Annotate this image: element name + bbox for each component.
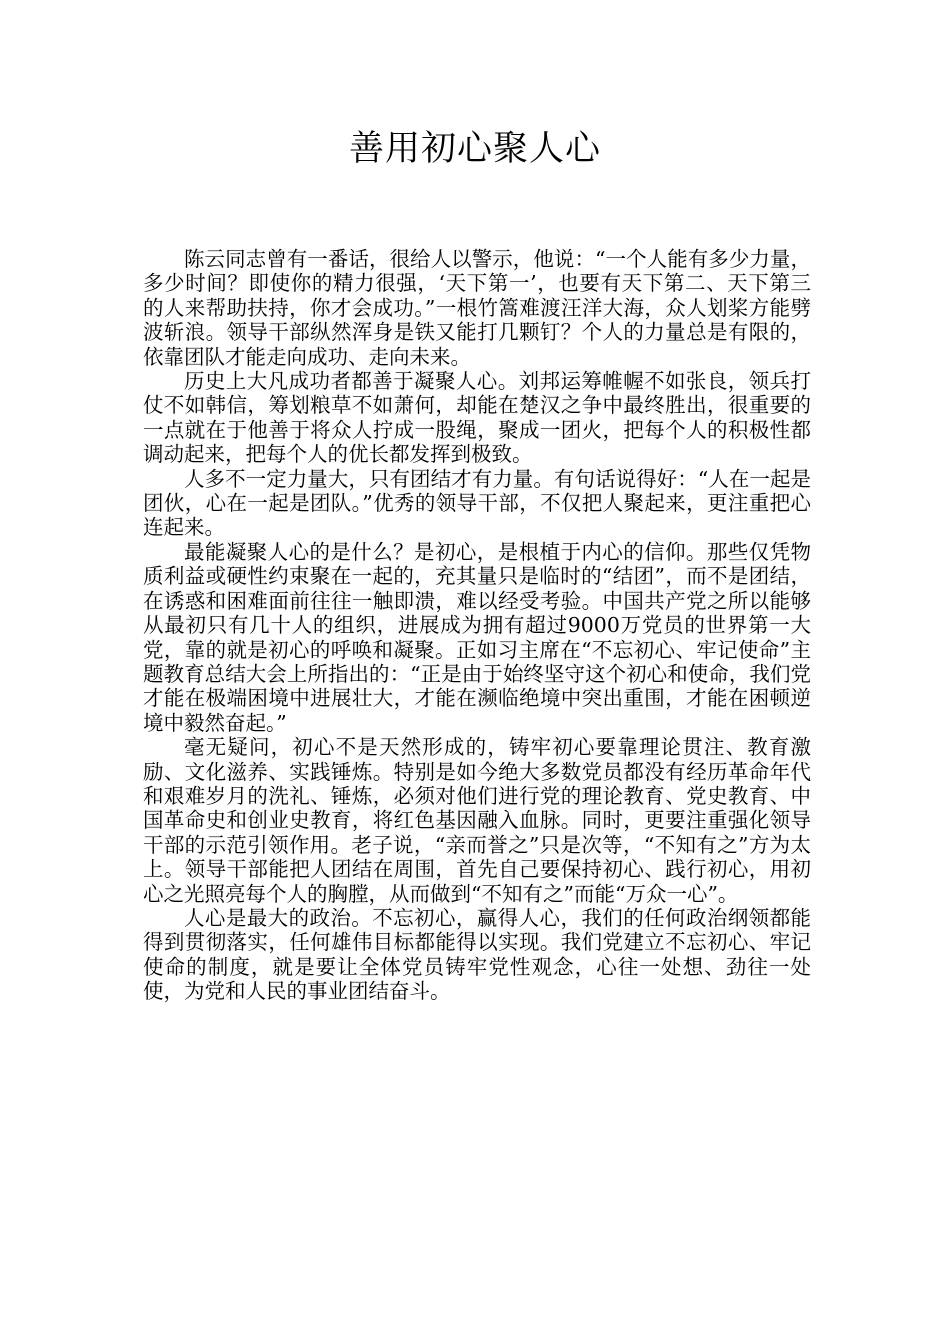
paragraph-1: 陈云同志曾有一番话，很给人以警示，他说：“一个人能有多少力量，多少时间？即使你的精力很强，‘天下第一’，也要有天下第二、天下第三的人来帮助扶持，你才会成功。”一根竹篙难渡汪洋大海，众人划桨方能劈波斩浪。领导干部纵然浑身是铁又能打几颗钉？个人的力量总是有限的，依靠团队才能走向成功、走向未来。 xyxy=(143,247,811,369)
paragraph-4: 最能凝聚人心的是什么？是初心，是根植于内心的信仰。那些仅凭物质利益或硬性约束聚在一起的，充其量只是临时的“结团”，而不是团结，在诱惑和困难面前往往一触即溃，难以经受考验。中国共产党之所以能够从最初只有几十人的组织，进展成为拥有超过9000万党员的世界第一大党，靠的就是初心的呼唤和凝聚。正如习主席在“不忘初心、牢记使命”主题教育总结大会上所指出的：“正是由于始终坚守这个初心和使命，我们党才能在极端困境中进展壮大，才能在濒临绝境中突出重围，才能在困顿逆境中毅然奋起。” xyxy=(143,539,811,735)
paragraph-5: 毫无疑问，初心不是天然形成的，铸牢初心要靠理论贯注、教育激励、文化滋养、实践锤炼。特别是如今绝大多数党员都没有经历革命年代和艰难岁月的洗礼、锤炼，必须对他们进行党的理论教育、党史教育、中国革命史和创业史教育，将红色基因融入血脉。同时，更要注重强化领导干部的示范引领作用。老子说，“亲而誉之”只是次等，“不知有之”方为太上。领导干部能把人团结在周围，首先自己要保持初心、践行初心，用初心之光照亮每个人的胸膛，从而做到“不知有之”而能“万众一心”。 xyxy=(143,735,811,906)
paragraph-6: 人心是最大的政治。不忘初心，赢得人心，我们的任何政治纲领都能得到贯彻落实，任何雄伟目标都能得以实现。我们党建立不忘初心、牢记使命的制度，就是要让全体党员铸牢党性观念，心往一处想、劲往一处使，为党和人民的事业团结奋斗。 xyxy=(143,905,811,1004)
document-body xyxy=(143,247,811,1004)
paragraph-2: 历史上大凡成功者都善于凝聚人心。刘邦运筹帷幄不如张良，领兵打仗不如韩信，筹划粮草不如萧何，却能在楚汉之争中最终胜出，很重要的一点就在于他善于将众人拧成一股绳，聚成一团火，把每个人的积极性都调动起来，把每个人的优长都发挥到极致。 xyxy=(143,369,811,467)
document-title: 善用初心聚人心 xyxy=(348,129,601,169)
paragraph-3: 人多不一定力量大，只有团结才有力量。有句话说得好：“人在一起是团伙，心在一起是团队。”优秀的领导干部，不仅把人聚起来，更注重把心连起来。 xyxy=(143,466,811,540)
